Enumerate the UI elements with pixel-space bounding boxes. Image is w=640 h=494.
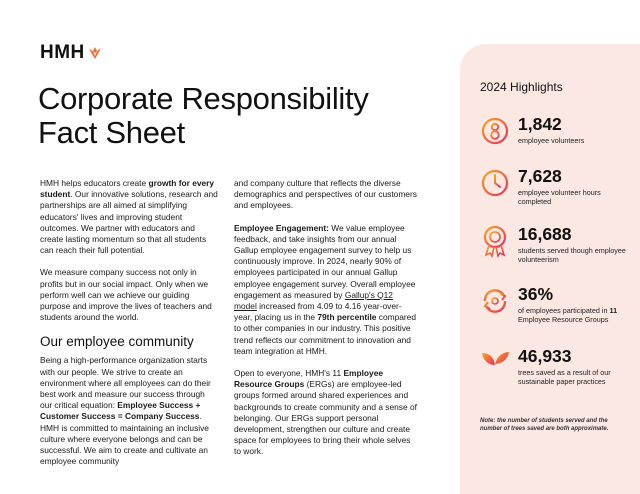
gallup-q12-link[interactable]: Gallup's Q12 model [234,289,393,312]
volunteer-icon [478,114,512,148]
logo-text: HMH [40,42,85,63]
cycle-icon [478,284,512,318]
stat-label: trees saved as a result of our sustainable paper practices [518,368,611,387]
stat-number: 1,842 [518,114,562,134]
stat-number: 16,688 [518,224,572,244]
stat-label: of employees participated in 11 Employee Resource Groups [518,306,618,325]
clock-icon [478,166,512,200]
intro-paragraph-1: HMH helps educators create growth for every student. Our innovative solutions, research and partnerships are all aimed at simplifying educators' lives and improving student outcomes. We partner with educators and create lasting momentum so that all students can reach their full potential. [40,178,218,256]
stat-number: 46,933 [518,346,572,366]
award-ribbon-icon [478,224,512,258]
title-line-2: Fact Sheet [38,115,185,150]
community-paragraph: Being a high-performance organization starts with our people. We strive to create an environment where all employees can do their best work and measure our success through our critical equation: Employee Success + Customer Success = Company Success. HMH is committed to maintaining an inclusive culture where everyone belongs and can be successful. We aim to create and cultivate an employee community [40,355,211,467]
page-title [38,82,438,150]
stat-number: 7,628 [518,166,562,186]
engagement-paragraph: Employee Engagement: We value employee feedback, and take insights from our annual Gallup employee engagement survey to help us continuously improve. In 2024, nearly 90% of employees participated in our annual Gallup employee engagement survey. Overall employee engagement as measured by Gallup's Q12 model increased from 4.09 to 4.16 year-over-year, placing us in the 79th percentile compared to other companies in our industry. This positive trend reflects our commitment to innovation and team integration at HMH. [234,222,417,356]
community-continued: and company culture that reflects the diverse demographics and perspectives of our customers and employees. [234,178,417,211]
community-heading: Our employee community [40,334,194,350]
left-column [40,178,218,478]
intro-paragraph-2: We measure company success not only in profits but in our social impact. Only when we perform well can we achieve our guiding purpose and improve the lives of teachers and students around the world. [40,267,212,323]
sprout-icon [478,346,512,380]
title-line-1: Corporate Responsibility [38,81,369,116]
middle-column [234,178,418,469]
highlights-panel [460,44,640,494]
stat-label: employee volunteers [518,136,585,145]
stat-label: employee volunteer hours completed [518,188,601,207]
stat-label: students served though employee volunteerism [518,246,626,265]
stat-number: 36% [518,284,554,304]
highlights-title: 2024 Highlights [480,80,563,94]
erg-paragraph: Open to everyone, HMH's 11 Employee Resource Groups (ERGs) are employee-led groups formed around shared experiences and backgrounds to create community and a sense of belonging. Our ERGs support personal development, strengthen our culture and create space for employees to bring their whole selves to work. [234,368,417,457]
logo-flame-icon [87,45,103,61]
highlights-note: Note: the number of students served and the number of trees saved are both approximate. [480,418,609,432]
hmh-logo [40,42,103,64]
